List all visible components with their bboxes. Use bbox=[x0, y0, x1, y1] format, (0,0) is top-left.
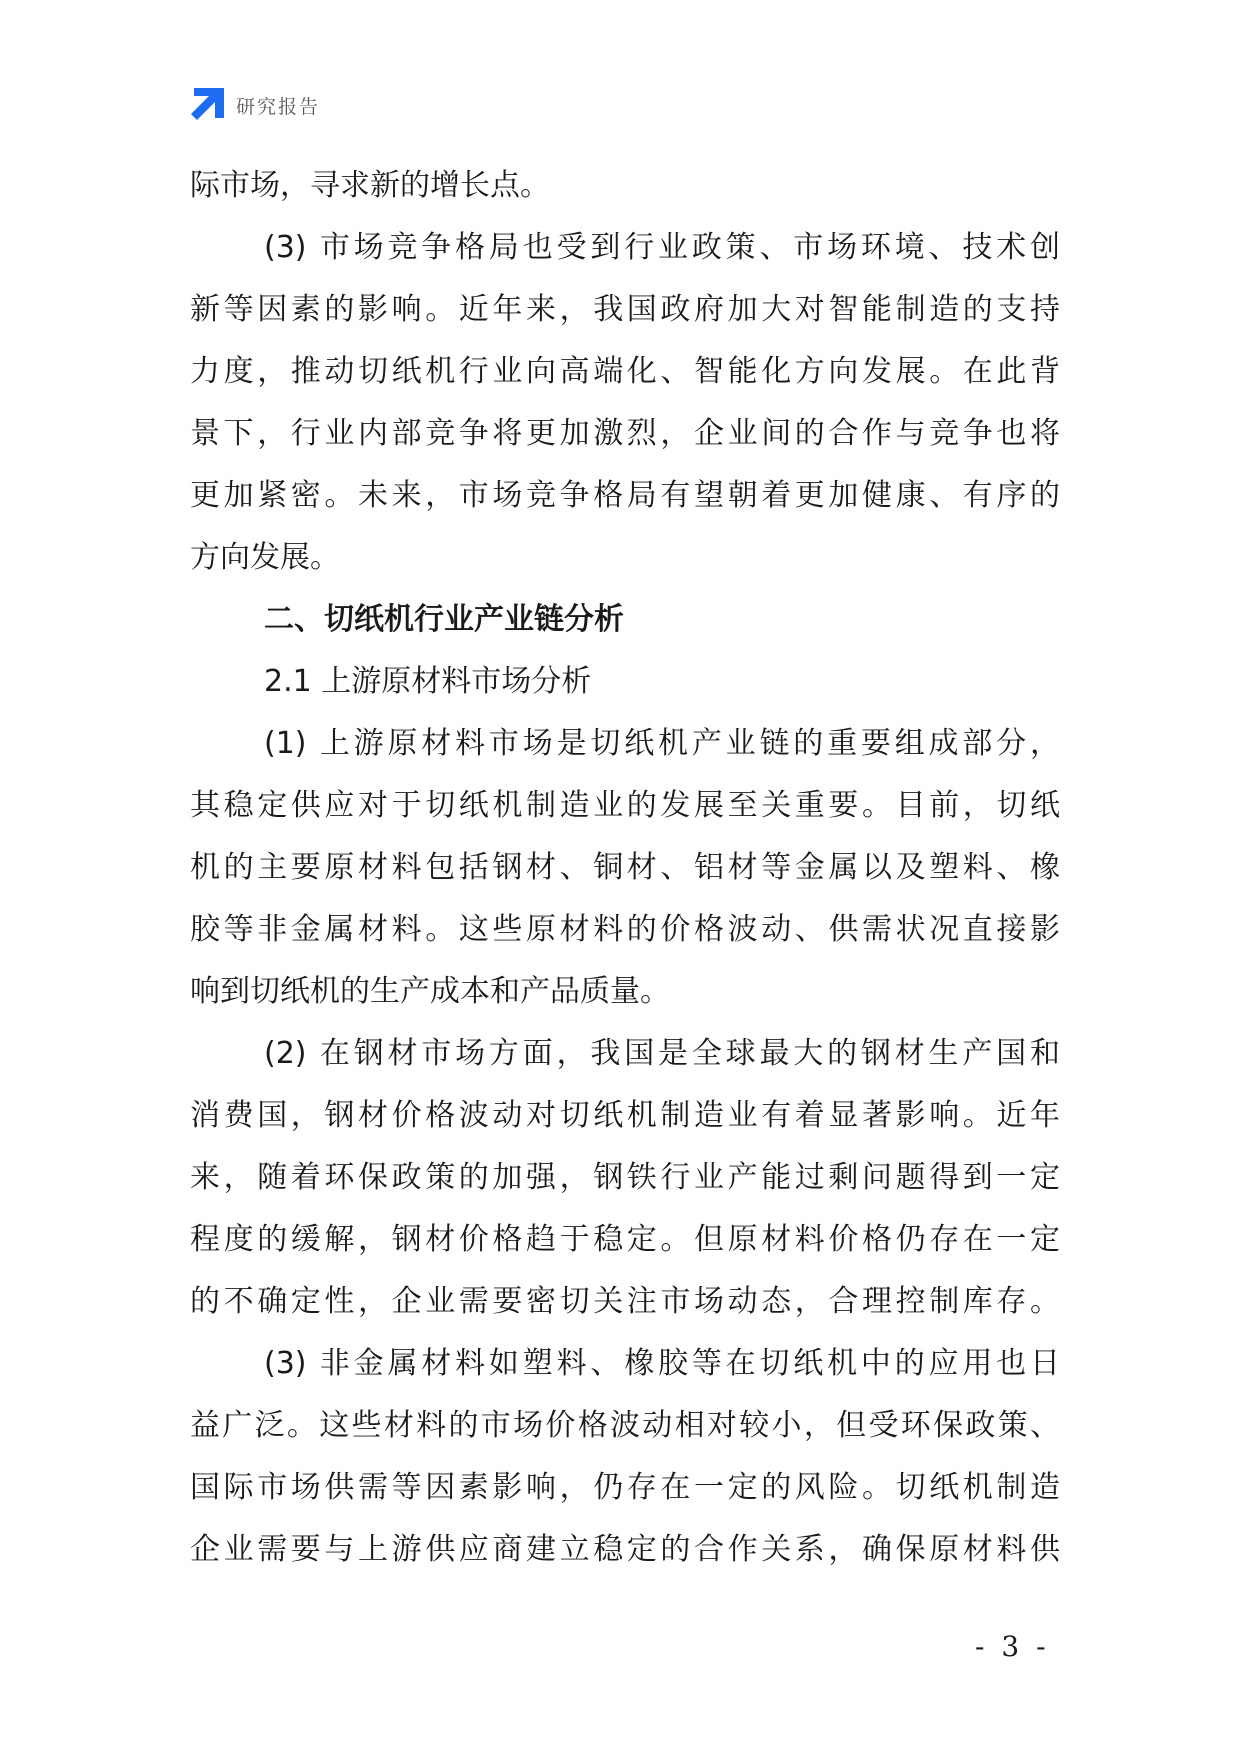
paragraph-line: 来，随着环保政策的加强，钢铁行业产能过剩问题得到一定 bbox=[190, 1160, 1060, 1195]
subsection-heading: 2.1 上游原材料市场分析 bbox=[264, 664, 592, 699]
paragraph-line: 胶等非金属材料。这些原材料的价格波动、供需状况直接影 bbox=[190, 912, 1060, 947]
paragraph-line: 程度的缓解，钢材价格趋于稳定。但原材料价格仍存在一定 bbox=[190, 1222, 1060, 1257]
paragraph-line: (3) 非金属材料如塑料、橡胶等在切纸机中的应用也日 bbox=[264, 1346, 1060, 1381]
paragraph-line: 机的主要原材料包括钢材、铜材、铝材等金属以及塑料、橡 bbox=[190, 850, 1060, 885]
paragraph-line: 力度，推动切纸机行业向高端化、智能化方向发展。在此背 bbox=[190, 354, 1060, 389]
paragraph-line: 其稳定供应对于切纸机制造业的发展至关重要。目前，切纸 bbox=[190, 788, 1060, 823]
paragraph-line: 新等因素的影响。近年来，我国政府加大对智能制造的支持 bbox=[190, 292, 1060, 327]
page-header bbox=[190, 88, 320, 122]
arrow-up-right-icon bbox=[190, 88, 224, 122]
paragraph-line: (1) 上游原材料市场是切纸机产业链的重要组成部分， bbox=[264, 726, 1060, 761]
paragraph-line: 更加紧密。未来，市场竞争格局有望朝着更加健康、有序的 bbox=[190, 478, 1060, 513]
section-heading: 二、切纸机行业产业链分析 bbox=[264, 602, 624, 637]
paragraph-line: 响到切纸机的生产成本和产品质量。 bbox=[190, 974, 670, 1009]
page-number: - 3 - bbox=[975, 1630, 1050, 1663]
paragraph-line: 方向发展。 bbox=[190, 540, 340, 575]
paragraph-line: 消费国，钢材价格波动对切纸机制造业有着显著影响。近年 bbox=[190, 1098, 1060, 1133]
report-label: 研究报告 bbox=[236, 95, 321, 118]
paragraph-line: 企业需要与上游供应商建立稳定的合作关系，确保原材料供 bbox=[190, 1532, 1060, 1567]
paragraph-line: 景下，行业内部竞争将更加激烈，企业间的合作与竞争也将 bbox=[190, 416, 1060, 451]
paragraph-line: (2) 在钢材市场方面，我国是全球最大的钢材生产国和 bbox=[264, 1036, 1060, 1071]
paragraph-line: 的不确定性，企业需要密切关注市场动态，合理控制库存。 bbox=[190, 1284, 1060, 1319]
paragraph-line: 国际市场供需等因素影响，仍存在一定的风险。切纸机制造 bbox=[190, 1470, 1060, 1505]
paragraph-line: 际市场，寻求新的增长点。 bbox=[190, 168, 550, 203]
document-body bbox=[190, 155, 1060, 1581]
paragraph-line: (3) 市场竞争格局也受到行业政策、市场环境、技术创 bbox=[264, 230, 1060, 265]
paragraph-line: 益广泛。这些材料的市场价格波动相对较小，但受环保政策、 bbox=[190, 1408, 1060, 1443]
